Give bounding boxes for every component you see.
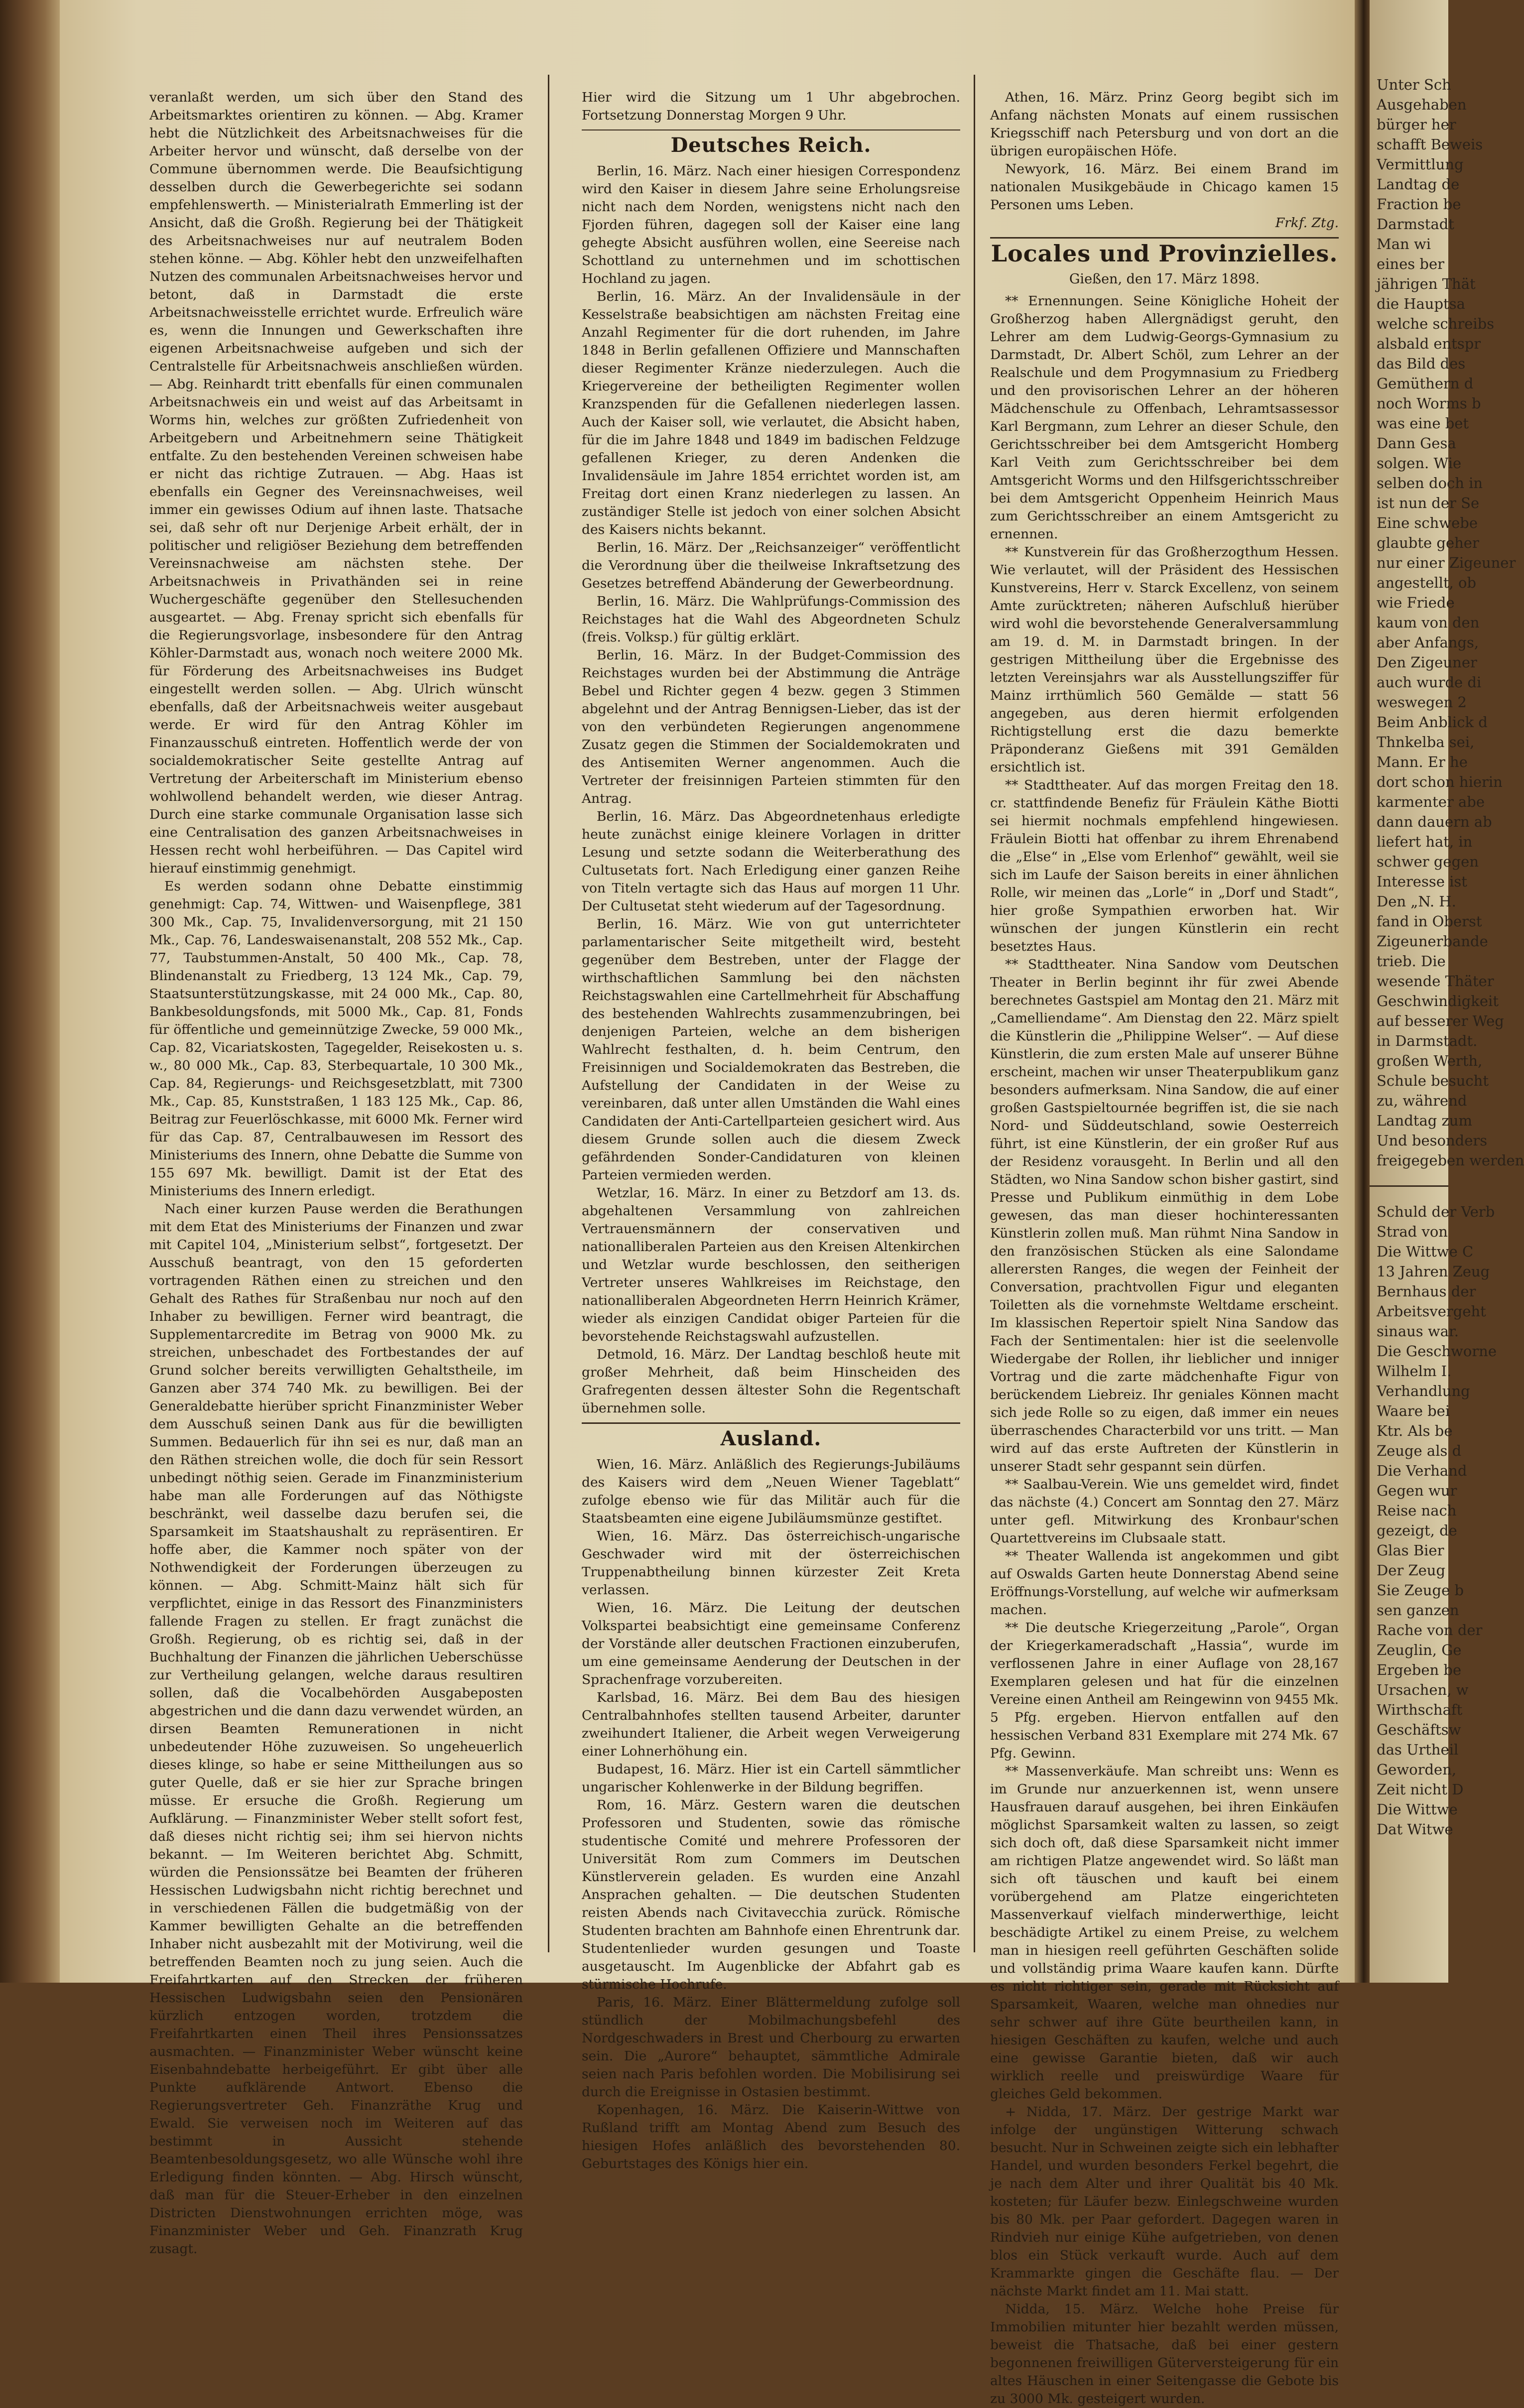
adjacent-page-line: Ausgehaben [1377, 96, 1467, 113]
local-item: ** Massenverkäufe. Man schreibt uns: Wenn es im Grunde nur anzuerkennen ist, wenn unsere Hausfrauen darauf ausgehen, bei ihren Einkäufen möglichst Sparsamkeit walten zu lassen, so zeigt sich doch oft, daß diese Sparsamkeit nicht immer am richtigen Platze angewendet wird. So läßt man sich oft täuschen und kauft bei einem vorübergehend am Platze eingerichteten Massenverkauf vielfach minderwerthige, leicht beschädigte Artikel zu einem Preise, zu welchem man in hiesigen reell geführten Geschäften solide und vollständig prima Waare kaufen kann. Dürfte es nicht richtiger sein, gerade mit Rücksicht auf Sparsamkeit, Waaren, welche man ohnedies nur sehr schwer auf ihre Güte beurtheilen kann, in hiesigen Geschäften zu kaufen, welche und auch eine gewisse Garantie bieten, daß wir auch wirklich reelle und preiswürdige Waare für gleiches Geld bekommen. [990, 1764, 1339, 2102]
adjacent-page-line: Zeuge als d [1377, 1442, 1462, 1459]
adjacent-page-line: ist nun der Se [1377, 495, 1480, 511]
adjacent-page-line: auch wurde di [1377, 674, 1482, 691]
section-rule [582, 129, 960, 130]
news-item: Budapest, 16. März. Hier ist ein Cartell sämmtlicher ungarischer Kohlenwerke in der Bildung begriffen. [582, 1762, 960, 1795]
adjacent-page-line: Darmstadt [1377, 216, 1454, 233]
adjacent-page-text-top [1370, 0, 1524, 1170]
news-item: Detmold, 16. März. Der Landtag beschloß heute mit großer Mehrheit, daß beim Hinscheiden des Grafregenten dessen ältester Sohn die Regentschaft übernehmen solle. [582, 1347, 960, 1416]
adjacent-page-line: liefert hat, in [1377, 833, 1473, 850]
news-item: Wien, 16. März. Das österreichisch-ungarische Geschwader wird mit der österreichischen Truppenabtheilung binnen kürzester Zeit Kreta verlassen. [582, 1528, 960, 1598]
adjacent-page-line: großen Werth, [1377, 1052, 1483, 1069]
adjacent-page-line: wie Friede [1377, 594, 1455, 611]
adjacent-page-line: 13 Jahren Zeug [1377, 1263, 1490, 1280]
adjacent-page-line: auf besserer Weg [1377, 1013, 1504, 1029]
adjacent-page-line: Interesse ist [1377, 873, 1467, 890]
column-divider [548, 75, 549, 1952]
dateline: Gießen, den 17. März 1898. [1069, 271, 1260, 287]
column-2 [582, 89, 960, 2173]
news-item: Wien, 16. März. Anläßlich des Regierungs-Jubiläums des Kaisers wird dem „Neuen Wiener Tageblatt“ zufolge ebenso wie für das Militär auch für die Staatsbeamten eine eigene Jubiläumsmünze gestiftet. [582, 1457, 960, 1526]
adjacent-page-line: Unter Sch [1377, 76, 1451, 93]
adjacent-page-line: Zigeunerbande [1377, 933, 1488, 950]
column-1 [149, 89, 523, 2258]
local-item: ** Saalbau-Verein. Wie uns gemeldet wird, findet das nächste (4.) Concert am Sonntag den 27. März unter gefl. Mitwirkung des Kronbaur'schen Quartettvereins im Clubsaale statt. [990, 1477, 1339, 1546]
adjacent-page-line: glaubte geher [1377, 534, 1479, 551]
adjacent-page-line: schafft Beweis [1377, 136, 1483, 153]
article-paragraph: Nach einer kurzen Pause werden die Berathungen mit dem Etat des Ministeriums der Finanzen und zwar mit Capitel 104, „Ministerium selbst“, fortgesetzt. Der Ausschuß beantragt, von den 15 geforderten vortragenden Räthen einen zu streichen und den Gehalt des Rathes für Straßenbau nur noch auf den Inhaber zu bewilligen. Ferner wird beantragt, die Supplementarcredite im Betrag von 9000 Mk. zu streichen, unbeschadet des Fortbestandes der auf Grund solcher bereits verwilligten Gehaltstheile, im Ganzen aber 374 740 Mk. zu bewilligen. Bei der Generaldebatte hierüber spricht Finanzminister Weber dem Ausschuß seinen Dank aus für die bewilligten Summen. Bedauerlich für ihn sei es nur, daß man an den Räthen streichen wolle, die doch für sein Ressort unbedingt nöthig seien. Gerade im Finanzministerium habe man alle Forderungen auf das Nöthigste beschränkt, weil dasselbe dazu berufen sei, die Sparsamkeit im Staatshaushalt zu repräsentiren. Er hoffe aber, die Kammer noch später von der Nothwendigkeit der Forderungen überzeugen zu können. — Abg. Schmitt-Mainz hält sich für verpflichtet, einige in das Ressort des Finanzministers fallende Fragen zu stellen. Er fragt zunächst die Großh. Regierung, ob es richtig sei, daß in der Buchhaltung der Finanzen die jährlichen Ueberschüsse zur Vertheilung gelangen, welche daraus resultiren sollen, daß die Vocalbehörden Ausgabeposten abgestrichen und die dann dazu verwendet würden, an dirsen Beamten Remunerationen in nicht unbedeutender Höhe zuzuweisen. So ungeheuerlich dieses klinge, so habe er seine Mittheilungen aus so guter Quelle, daß er sie hier zur Sprache bringen müsse. Er ersuche die Großh. Regierung um Aufklärung. — Finanzminister Weber stellt sofort fest, daß dieses nicht richtig sei; ihm sei hiervon nichts bekannt. — Im Weiteren berichtet Abg. Schmitt, würden die Pensionssätze bei Beamten der früheren Hessischen Ludwigsbahn nicht richtig berechnet und in verschiedenen Fällen die budgetmäßig von der Kammer bewilligten Gehalte an die betreffenden Inhaber nicht ausbezahlt mit der Motivirung, weil die betreffenden Beamten noch zu jung seien. Auch die Freifahrtkarten auf den Strecken der früheren Hessischen Ludwigsbahn seien den Pensionären kürzlich entzogen worden, trotzdem die Freifahrtkarten einen Theil ihres Pensionssatzes ausmachten. — Finanzminister Weber wünscht keine Eisenbahndebatte herbeigeführt. Er gibt über alle Punkte aufklärende Antwort. Ebenso die Regierungsvertreter Geh. Finanzräthe Krug und Ewald. Sie verweisen noch im Weiteren auf das bestimmt in Aussicht stehende Beamtenbesoldungsgesetz, wo alle Wünsche wohl ihre Erledigung finden könnten. — Abg. Hirsch wünscht, daß man für die Steuer-Erheber in den einzelnen Districten Dienstwohnungen errichten möge, was Finanzminister Weber und Geh. Finanzrath Krug zusagt. [149, 1201, 523, 2257]
adjacent-page-line: Dat Witwe [1377, 1821, 1453, 1838]
adjacent-page-line: Geworden, [1377, 1761, 1457, 1778]
adjacent-page-line: Die Wittwe C [1377, 1243, 1474, 1260]
adjacent-page-line: Geschwindigkeit [1377, 993, 1499, 1010]
adjacent-page-rule [1370, 1185, 1448, 1187]
adjacent-page-line: Man wi [1377, 236, 1431, 253]
news-item: Berlin, 16. März. Nach einer hiesigen Correspondenz wird den Kaiser in diesem Jahre seine Erholungsreise nicht nach dem Norden, wenigstens nicht nach den Fjorden führen, dagegen soll der Kaiser eine lang gehegte Absicht ausführen wollen, eine Seereise nach Schottland zu unternehmen und im schottischen Hochland zu jagen. [582, 163, 960, 286]
adjacent-page-line: Bernhaus der [1377, 1283, 1476, 1300]
adjacent-page-line: Schuld der Verb [1377, 1203, 1495, 1220]
adjacent-page-line: die Hauptsa [1377, 295, 1465, 312]
adjacent-page-line: freigegeben werden [1377, 1152, 1524, 1169]
book-spine [0, 0, 60, 1983]
adjacent-page-line: Gegen wur [1377, 1482, 1457, 1499]
news-item: Athen, 16. März. Prinz Georg begibt sich im Anfang nächsten Monats auf einem russischen Kriegsschiff nach Petersburg und von dort an die übrigen europäischen Höfe. [990, 90, 1339, 159]
adjacent-page-line: Reise nach [1377, 1502, 1457, 1519]
adjacent-page-line: Der Zeug [1377, 1562, 1446, 1579]
adjacent-page-text-bottom [1370, 1202, 1497, 1839]
adjacent-page-line: Landtag de [1377, 176, 1460, 193]
news-item: Newyork, 16. März. Bei einem Brand im nationalen Musikgebäude in Chicago kamen 15 Personen ums Leben. [990, 161, 1339, 213]
adjacent-page-line: das Bild des [1377, 355, 1466, 372]
adjacent-page-line: Geschäftsw [1377, 1721, 1461, 1738]
adjacent-page-line: Glas Bier [1377, 1542, 1444, 1559]
adjacent-page-line: Beim Anblick d [1377, 714, 1488, 731]
adjacent-page-line: gezeigt, de [1377, 1522, 1457, 1539]
adjacent-page-line: Wilhelm I. [1377, 1363, 1452, 1380]
adjacent-page-line: Ergeben be [1377, 1661, 1462, 1678]
news-item: Paris, 16. März. Einer Blättermeldung zufolge soll stündlich der Mobilmachungsbefehl des Nordgeschwaders in Brest und Cherbourg zu erwarten sein. Die „Aurore“ behauptet, sämmtliche Admirale seien nach Paris befohlen worden. Die Mobilisirung sei durch die Ereignisse in Ostasien bestimmt. [582, 1995, 960, 2100]
adjacent-page-edge [1370, 0, 1524, 1983]
adjacent-page-line: bürger her [1377, 116, 1456, 133]
adjacent-page-line: Strad von [1377, 1223, 1448, 1240]
adjacent-page-line: Waare bei [1377, 1402, 1450, 1419]
news-item: Berlin, 16. März. Das Abgeordnetenhaus erledigte heute zunächst einige kleinere Vorlagen in dritter Lesung und setzte sodann die Weiterberathung des Cultusetats fort. Nach Erledigung einer ganzen Reihe von Titeln vertagte sich das Haus auf morgen 11 Uhr. Der Cultusetat steht wiederum auf der Tagesordnung. [582, 809, 960, 914]
section-heading-deutsches-reich: Deutsches Reich. [670, 133, 872, 157]
adjacent-page-line: sinaus war. [1377, 1323, 1459, 1340]
adjacent-page-line: Die Verhand [1377, 1462, 1467, 1479]
article-paragraph: Es werden sodann ohne Debatte einstimmig genehmigt: Cap. 74, Wittwen- und Waisenpflege, 381 300 Mk., Cap. 75, Invalidenversorgung, mit 21 150 Mk., Cap. 76, Landeswaisenanstalt, 208 552 Mk., Cap. 77, Taubstummen-Anstalt, 50 400 Mk., Cap. 78, Blindenanstalt zu Friedberg, 13 124 Mk., Cap. 79, Staatsunterstützungskasse, mit 24 000 Mk., Cap. 80, Bankbesoldungsfonds, mit 5000 Mk., Cap. 81, Fonds für öffentliche und gemeinnützige Zwecke, 59 000 Mk., Cap. 82, Vicariatskosten, Tagegelder, Reisekosten u. s. w., 80 000 Mk., Cap. 83, Sterbequartale, 10 300 Mk., Cap. 84, Regierungs- und Reichsgesetzblatt, mit 7300 Mk., Cap. 85, Kunststraßen, 1 183 125 Mk., Cap. 86, Beitrag zur Feuerlöschkasse, mit 6000 Mk. Ferner wird für das Cap. 87, Centralbauwesen im Ressort des Ministeriums des Innern, ohne Debatte die Summe von 155 697 Mk. bewilligt. Damit ist der Etat des Ministeriums des Innern erledigt. [149, 879, 523, 1199]
adjacent-page-line: Dann Gesa [1377, 435, 1456, 452]
column-divider [974, 75, 975, 1952]
adjacent-page-line: fand in Oberst [1377, 913, 1482, 930]
adjacent-page-line: weswegen 2 [1377, 694, 1467, 711]
adjacent-page-line: Wirthschaft [1377, 1701, 1463, 1718]
adjacent-page-line: Mann. Er he [1377, 754, 1468, 770]
adjacent-page-line: welche schreibs [1377, 315, 1495, 332]
adjacent-page-line: Rache von der [1377, 1622, 1483, 1639]
adjacent-page-line: Ursachen, w [1377, 1681, 1469, 1698]
adjacent-page-line: dort schon hierin [1377, 773, 1503, 790]
adjacent-page-line: Thnkelba sei, [1377, 734, 1475, 751]
adjacent-page-line: Eine schwebe [1377, 514, 1478, 531]
adjacent-page-line: Verhandlung [1377, 1383, 1470, 1399]
adjacent-page-line: eines ber [1377, 255, 1444, 272]
adjacent-page-line: angestellt, ob [1377, 574, 1477, 591]
article-paragraph: Hier wird die Sitzung um 1 Uhr abgebrochen. Fortsetzung Donnerstag Morgen 9 Uhr. [582, 90, 960, 123]
adjacent-page-line: in Darmstadt. [1377, 1032, 1478, 1049]
column-3 [990, 89, 1339, 2408]
section-rule [582, 1422, 960, 1424]
local-item: ** Ernennungen. Seine Königliche Hoheit der Großherzog haben Allergnädigst geruht, den Lehrer am dem Ludwig-Georgs-Gymnasium zu Darmstadt, Dr. Albert Schöl, zum Lehrer an der Realschule und dem Progymnasium zu Friedberg und den provisorischen Lehrer an der höheren Mädchenschule zu Offenbach, Lehramtsassessor Karl Bergmann, zum Lehrer an dieser Schule, den Gerichtsschreiber bei dem Amtsgericht Homberg Karl Veith zum Gerichtsschreiber bei dem Amtsgericht Worms und den Hilfsgerichtsschreiber bei dem Amtsgericht Oppenheim Heinrich Maus zum Gerichtsschreiber an einem Amtsgericht zu ernennen. [990, 293, 1339, 542]
adjacent-page-line: sen ganzen [1377, 1602, 1459, 1619]
adjacent-page-line: solgen. Wie [1377, 455, 1462, 472]
adjacent-page-line: Sie Zeuge b [1377, 1582, 1464, 1599]
news-item: Wien, 16. März. Die Leitung der deutschen Volkspartei beabsichtigt eine gemeinsame Conferenz der Vorstände aller deutschen Fractionen einzuberufen, um eine gemeinsame Aenderung der Deutschen in der Sprachenfrage vorzubereiten. [582, 1600, 960, 1687]
adjacent-page-line: das Urtheil [1377, 1741, 1459, 1758]
local-item: Nidda, 15. März. Welche hohe Preise für Immobilien mitunter hier bezahlt werden müssen, beweist die Thatsache, daß bei einer gestern begonnenen freiwilligen Güterversteigerung für ein altes Häuschen in einer Seitengasse die Gebote bis zu 3000 Mk. gesteigert wurden. [990, 2301, 1339, 2407]
adjacent-page-line: was eine bet [1377, 415, 1469, 432]
news-item: Berlin, 16. März. Der „Reichsanzeiger“ veröffentlicht die Verordnung über die theilweise Inkraftsetzung des Gesetzes betreffend Abänderung der Gewerbeordnung. [582, 540, 960, 591]
adjacent-page-line: nur einer Zigeuner [1377, 554, 1516, 571]
adjacent-page-line: noch Worms b [1377, 395, 1481, 412]
news-item: Rom, 16. März. Gestern waren die deutschen Professoren und Studenten, sowie das römische studentische Comité und mehrere Professoren der Universität Rom zum Commers im Deutschen Künstlerverein geladen. Es wurden eine Anzahl Ansprachen gehalten. — Die deutschen Studenten reisten Abends nach Civitavecchia zurück. Römische Studenten brachten am Bahnhofe einen Ehrentrunk dar. Studentenlieder wurden gesungen und Toaste ausgetauscht. Im Augenblicke der Abfahrt gab es stürmische Hochrufe. [582, 1797, 960, 1992]
adjacent-page-line: Arbeitsvergeht [1377, 1303, 1486, 1320]
adjacent-page-line: Und besonders [1377, 1132, 1488, 1149]
article-paragraph: veranlaßt werden, um sich über den Stand des Arbeitsmarktes orientiren zu können. — Abg. Kramer hebt die Nützlichkeit des Arbeitsnachweises für die Arbeiter hervor und wünscht, daß derselbe von der Commune übernommen werde. Die Beaufsichtigung desselben durch die Gewerbegerichte sei sodann empfehlenswerth. — Ministerialrath Emmerling ist der Ansicht, daß die Großh. Regierung bei der Thätigkeit des Arbeitsnachweises nur auf neutralem Boden stehen könne. — Abg. Köhler hebt den unzweifelhaften Nutzen des communalen Arbeitsnachweises hervor und betont, daß in Darmstadt die erste Arbeitsnachweisstelle errichtet wurde. Erfreulich wäre es, wenn die Innungen und Gewerkschaften ihre eigenen Arbeitsnachweise aufgeben und sich der Centralstelle für Arbeitsnachweis anschließen würden. — Abg. Reinhardt tritt ebenfalls für einen communalen Arbeitsnachweis ein und weist auf das Arbeitsamt in Worms hin, welches zur größten Zufriedenheit von Arbeitgebern und Arbeitnehmern seine Thätigkeit entfalte. Zu den bestehenden Vereinen schweisen habe er nicht das richtige Zutrauen. — Abg. Haas ist ebenfalls ein Gegner des Vereinsnachweises, weil immer ein gewisses Odium auf ihnen laste. Thatsache sei, daß sehr oft nur Derjenige Arbeit erhält, der in politischer und religiöser Beziehung dem betreffenden Vereinsnachweise am nächsten stehe. Der Arbeitsnachweis in Privathänden sei in reine Wuchergeschäfte gegenüber den Stellesuchenden ausgeartet. — Abg. Frenay spricht sich ebenfalls für die Regierungsvorlage, insbesondere für den Antrag Köhler-Darmstadt aus, wonach noch weitere 2000 Mk. für Förderung des Arbeitsnachweises ins Budget eingestellt werden sollen. — Abg. Ulrich wünscht ebenfalls, daß der Arbeitsnachweis weiter ausgebaut werde. Er wird für den Antrag Köhler im Finanzausschuß eintreten. Hoffentlich werde der von socialdemokratischer Seite gestellte Antrag auf Vertretung der Arbeiterschaft im Ministerium ebenso wohlwollend behandelt werden, wie dieser Antrag. Durch eine starke communale Organisation lasse sich eine Centralisation des ganzen Arbeitsnachweises in Hessen recht wohl herbeiführen. — Das Capitel wird hierauf einstimmig genehmigt. [149, 90, 523, 876]
adjacent-page-line: Gemüthern d [1377, 375, 1474, 392]
news-item: Berlin, 16. März. Wie von gut unterrichteter parlamentarischer Seite mitgetheilt wird, besteht gegenüber dem Bestreben, unter der Flagge der wirthschaftlichen Sammlung bei den nächsten Reichstagswahlen eine Cartellmehrheit für Abschaffung des bestehenden Wahlrechts zusammenzubringen, bei denjenigen Parteien, welche an dem bisherigen Wahlrecht festhalten, d. h. beim Centrum, den Freisinnigen und Socialdemokraten das Bestreben, die Aufstellung der Candidaten in der Weise zu vereinbaren, daß unter allen Umständen die Wahl eines Candidaten der Anti-Cartellparteien gesichert wird. Aus diesem Grunde sollen auch die diesem Zweck gefährdenden Sonder-Candidaturen von kleinen Parteien vermieden werden. [582, 916, 960, 1183]
adjacent-page-line: selben doch in [1377, 475, 1483, 492]
adjacent-page-line: Zeuglin, Ge [1377, 1642, 1462, 1658]
adjacent-page-line: wesende Thäter [1377, 973, 1494, 990]
news-item: Karlsbad, 16. März. Bei dem Bau des hiesigen Centralbahnhofes stellten tausend Arbeiter, darunter zweihundert Italiener, die Arbeit wegen Verweigerung einer Lohnerhöhung ein. [582, 1690, 960, 1759]
section-rule [990, 237, 1339, 239]
adjacent-page-line: schwer gegen [1377, 853, 1479, 870]
adjacent-page-line: alsbald entspr [1377, 335, 1481, 352]
local-item: ** Die deutsche Kriegerzeitung „Parole“, Organ der Kriegerkameradschaft „Hassia“, wurde im verflossenen Jahre in einer Auflage von 28,167 Exemplaren gelesen und hat für die einzelnen Vereine einen Antheil am Reingewinn von 9455 Mk. 5 Pfg. ergeben. Hiervon entfallen auf den hessischen Verband 831 Exemplare mit 274 Mk. 67 Pfg. Gewinn. [990, 1620, 1339, 1761]
adjacent-page-line: karmenter abe [1377, 793, 1485, 810]
adjacent-page-line: Ktr. Als be [1377, 1422, 1453, 1439]
local-item: ** Stadttheater. Auf das morgen Freitag den 18. cr. stattfindende Benefiz für Fräulein Käthe Biotti sei hiermit nochmals empfehlend hingewiesen. Fräulein Biotti hat offenbar zu ihrem Ehrenabend die „Else“ in „Else vom Erlenhof“ gewählt, weil sie sich im Laufe der Saison bereits in einer ähnlichen Rolle, wir meinen das „Lorle“ in „Dorf und Stadt“, hier große Sympathien erworben hat. Wir wünschen der jungen Künstlerin ein recht besetztes Haus. [990, 777, 1339, 954]
adjacent-page-line: Schule besucht [1377, 1072, 1489, 1089]
section-heading-ausland: Ausland. [720, 1427, 822, 1450]
local-item: ** Theater Wallenda ist angekommen und gibt auf Oswalds Garten heute Donnerstag Abend seine Eröffnungs-Vorstellung, auf welche wir aufmerksam machen. [990, 1548, 1339, 1618]
page-gutter [1355, 0, 1370, 1983]
adjacent-page-line: jährigen Thät [1377, 275, 1476, 292]
adjacent-page-line: Die Wittwe [1377, 1801, 1458, 1818]
adjacent-page-line: kaum von den [1377, 614, 1480, 631]
section-heading-locales: Locales und Provinzielles. [991, 240, 1338, 267]
news-item: Wetzlar, 16. März. In einer zu Betzdorf am 13. ds. abgehaltenen Versammlung von zahlreichen Vertrauensmännern der conservativen und nationalliberalen Parteien aus den Kreisen Altenkirchen und Wetzlar wurde beschlossen, den seitherigen Vertreter unseres Wahlkreises im Reichstage, den nationalliberalen Abgeordneten Herrn Heinrich Krämer, wieder als einzigen Candidat obiger Parteien für die bevorstehende Reichstagswahl aufzustellen. [582, 1185, 960, 1344]
adjacent-page-line: trieb. Die [1377, 953, 1446, 970]
source-signature: Frkf. Ztg. [1275, 215, 1339, 231]
adjacent-page-line: Landtag zum [1377, 1112, 1472, 1129]
adjacent-page-line: dann dauern ab [1377, 813, 1492, 830]
local-item: ** Kunstverein für das Großherzogthum Hessen. Wie verlautet, will der Präsident des Hessischen Kunstvereins, Herr v. Starck Excellenz, von seinem Amte zurücktreten; näheren Aufschluß hierüber wird wohl die bevorstehende Generalversammlung am 19. d. M. in Darmstadt bringen. In der gestrigen Mittheilung über die Ergebnisse des letzten Vereinsjahrs war als Ausstellungsziffer für Mainz irrthümlich 560 Gemälde — statt 56 angegeben, aus deren hiermit erfolgenden Richtigstellung erst die dazu bemerkte Präponderanz Gießens mit 391 Gemälden ersichtlich ist. [990, 544, 1339, 775]
news-item: Kopenhagen, 16. März. Die Kaiserin-Wittwe von Rußland trifft am Montag Abend zum Besuch des hiesigen Hofes anläßlich des bevorstehenden 80. Geburtstages des Königs hier ein. [582, 2102, 960, 2171]
news-item: Berlin, 16. März. An der Invalidensäule in der Kesselstraße beabsichtigen am nächsten Freitag eine Anzahl Regimenter für die dort ruhenden, im Jahre 1848 in Berlin gefallenen Offiziere und Mannschaften dieser Regimenter Kränze niederzulegen. Auch die Kriegervereine der betheiligten Regimenter wollen Kranzspenden für die Gefallenen niederlegen lassen. Auch der Kaiser soll, wie verlautet, die Absicht haben, für die im Jahre 1848 und 1849 im badischen Feldzuge gefallenen Krieger, zu deren Andenken die Invalidensäule im Jahre 1854 errichtet worden ist, am Freitag dort einen Kranz niederlegen zu lassen. An zuständiger Stelle ist jedoch von einer solchen Absicht des Kaisers nichts bekannt. [582, 289, 960, 537]
adjacent-page-line: Fraction be [1377, 196, 1461, 213]
adjacent-page-line: aber Anfangs, [1377, 634, 1479, 651]
adjacent-page-line: zu, während [1377, 1092, 1467, 1109]
local-item: + Nidda, 17. März. Der gestrige Markt war infolge der ungünstigen Witterung schwach besucht. Nur in Schweinen zeigte sich ein lebhafter Handel, und wurden besonders Ferkel begehrt, die je nach dem Alter und ihrer Qualität bis 40 Mk. kosteten; für Läufer bezw. Einlegschweine wurden bis 80 Mk. per Paar gefordert. Dagegen waren in Rindvieh nur einige Kühe aufgetrieben, von denen blos ein Stück verkauft wurde. Auch auf dem Krammarkte gingen die Geschäfte flau. — Der nächste Markt findet am 11. Mai statt. [990, 2104, 1339, 2299]
local-item: ** Stadttheater. Nina Sandow vom Deutschen Theater in Berlin beginnt ihr für zwei Abende berechnetes Gastspiel am Montag den 21. März mit „Camelliendame“. Am Dienstag den 22. März spielt die Künstlerin die „Philippine Welser“. — Auf diese Künstlerin, die zum ersten Male auf unserer Bühne erscheint, machen wir unser Theaterpublikum ganz besonders aufmerksam. Nina Sandow, die auf einer großen Gastspieltournée begriffen ist, die sie nach Nord- und Süddeutschland, sowie Oesterreich führt, ist eine Künstlerin, der ein großer Ruf aus der Residenz vorausgeht. In Berlin und all den Städten, wo Nina Sandow schon bisher gastirt, sind Presse und Publikum einmüthig in dem Lobe gewesen, das man dieser hochinteressanten Künstlerin zollen muß. Man rühmt Nina Sandow in den französischen Stücken als eine Salondame allerersten Ranges, die wegen der Feinheit der Conversation, prachtvollen Figur und eleganten Toiletten als die vornehmste Weltdame erscheint. Im klassischen Repertoir spielt Nina Sandow das Fach der Sentimentalen: hier ist die seelenvolle Wiedergabe der Rollen, ihr lieblicher und inniger Vortrag und die zarte mädchenhafte Figur von berückendem Liebreiz. Ihr geniales Können macht sich jede Rolle so zu eigen, daß immer ein neues überraschendes Characterbild vor uns tritt. — Man wird auf das erste Auftreten der Künstlerin in unserer Stadt sehr gespannt sein dürfen. [990, 957, 1339, 1474]
adjacent-page-line: Vermittlung [1377, 156, 1464, 173]
adjacent-page-line: Den Zigeuner [1377, 654, 1477, 671]
adjacent-page-line: Zeit nicht D [1377, 1781, 1464, 1798]
news-item: Berlin, 16. März. In der Budget-Commission des Reichstages wurden bei der Abstimmung die Anträge Bebel und Richter gegen 4 bezw. gegen 3 Stimmen abgelehnt und der Antrag Bennigsen-Lieber, das ist der von den verbündeten Regierungen angenommene Zusatz gegen die Stimmen der Socialdemokraten und des Antisemiten Werner angenommen. Auch die Vertreter der freisinnigen Parteien stimmten für den Antrag. [582, 647, 960, 806]
news-item: Berlin, 16. März. Die Wahlprüfungs-Commission des Reichstages hat die Wahl des Abgeordneten Schulz (freis. Volksp.) für gültig erklärt. [582, 594, 960, 645]
adjacent-page-line: Den „N. H. [1377, 893, 1456, 910]
adjacent-page-line: Die Geschworne [1377, 1343, 1497, 1360]
